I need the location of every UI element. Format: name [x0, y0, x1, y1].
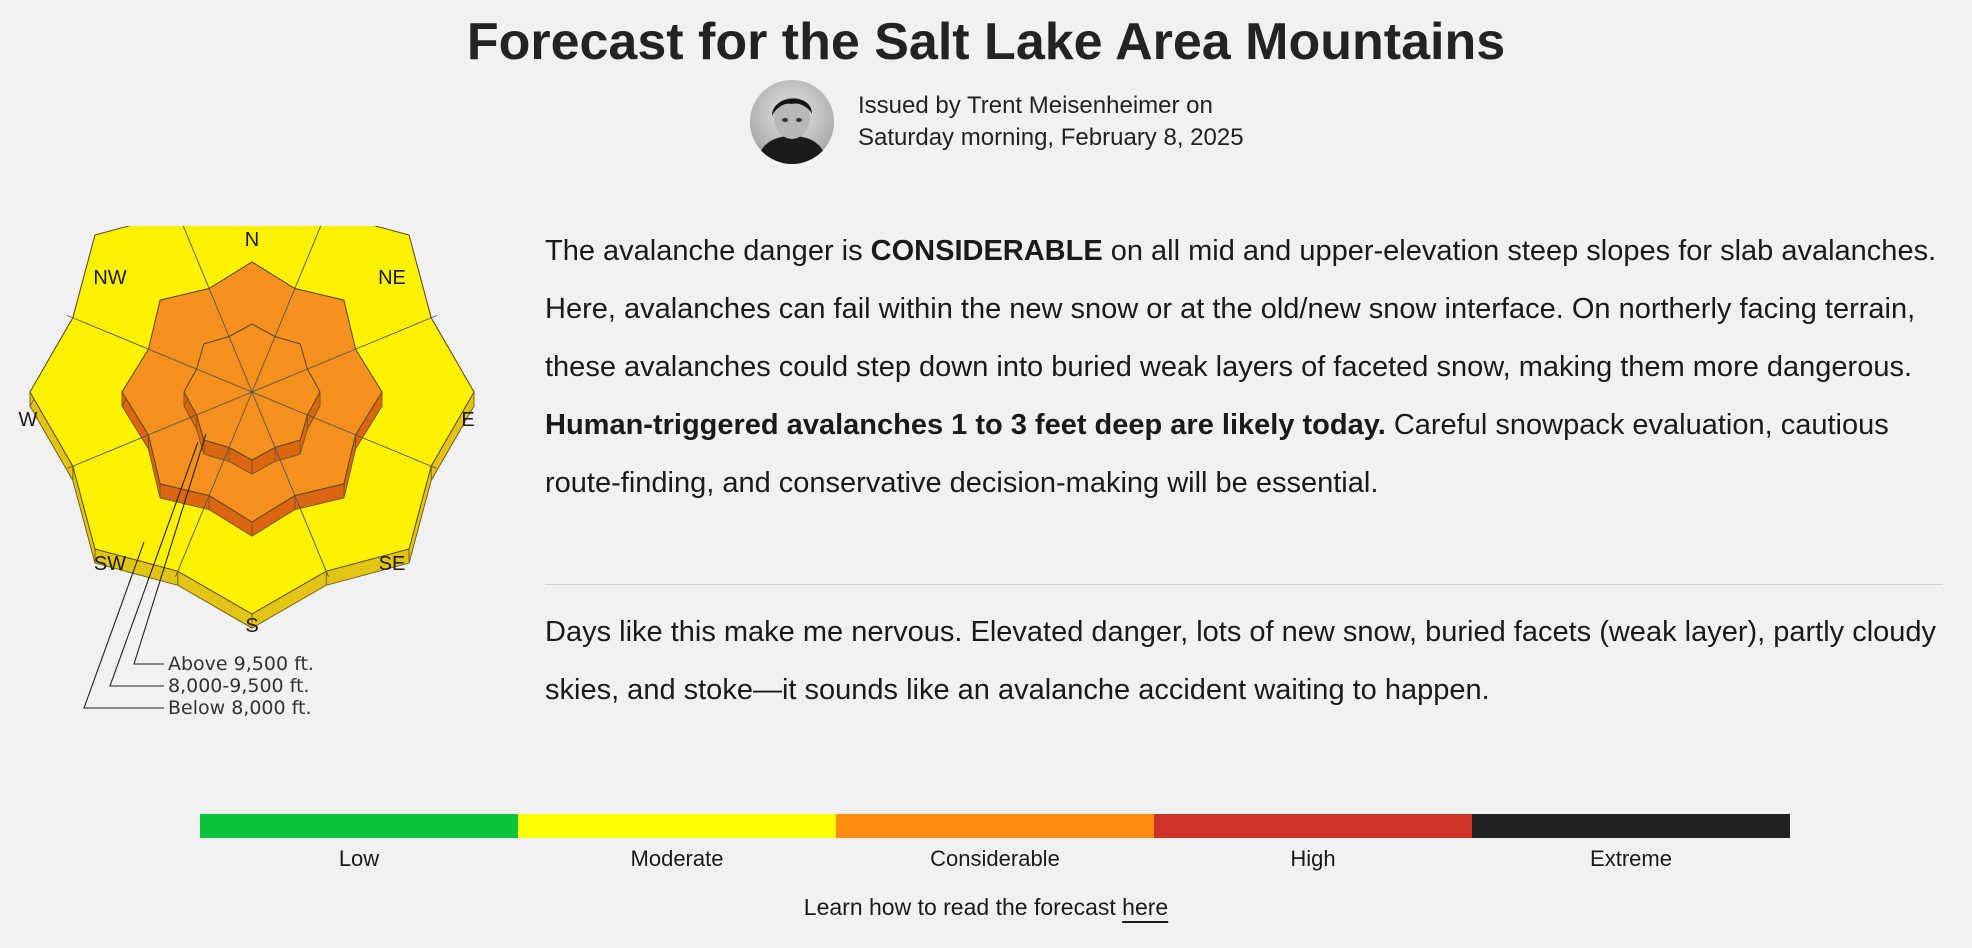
scale-bar [836, 814, 1154, 838]
scale-label: Considerable [930, 846, 1060, 871]
danger-rose [14, 226, 484, 726]
legend-label-middle: 8,000-9,500 ft. [168, 675, 310, 697]
learn-more [0, 894, 1972, 921]
direction-label-s: S [245, 615, 259, 637]
scale-level-low [200, 814, 518, 872]
direction-label-w: W [18, 409, 38, 431]
issued-date: Saturday morning, February 8, 2025 [858, 124, 1244, 151]
scale-bar [518, 814, 836, 838]
scale-bar [1472, 814, 1790, 838]
direction-label-e: E [461, 409, 475, 431]
bottom-line-summary [545, 222, 1945, 512]
scale-bar [200, 814, 518, 838]
direction-label-n: N [244, 229, 260, 251]
scale-bar [1154, 814, 1472, 838]
divider [545, 584, 1943, 585]
scale-level-moderate [518, 814, 836, 872]
scale-level-high [1154, 814, 1472, 872]
summary-text-1: The avalanche danger is [545, 235, 871, 267]
scale-label: High [1290, 846, 1336, 871]
direction-label-sw: SW [93, 553, 127, 575]
summary-text-2: on all mid and upper-elevation steep slopes for slab avalanches. Here, avalanches can fail within the new snow or at the old/new snow interface. On northerly facing terrain, these avalanches could step down into buried weak layers of faceted snow, making them more dangerous. [545, 235, 1937, 383]
issuer-block [750, 80, 1244, 164]
learn-link[interactable]: here [1122, 894, 1169, 920]
direction-label-nw: NW [93, 267, 127, 289]
summary-text-3: Careful snowpack evaluation, cautious route-finding, and conservative decision-making will be essential. [545, 409, 1889, 499]
scale-level-considerable [836, 814, 1154, 872]
page-title: Forecast for the Salt Lake Area Mountains [466, 13, 1506, 71]
direction-label-ne: NE [378, 267, 406, 289]
rose-upper-elevation [184, 324, 320, 474]
forecaster-discussion: Days like this make me nervous. Elevated danger, lots of new snow, buried facets (weak layer), partly cloudy skies, and stoke—it sounds like an avalanche accident waiting to happen. [545, 616, 1937, 706]
direction-label-se: SE [378, 553, 406, 575]
issued-by: Issued by Trent Meisenheimer on [858, 92, 1213, 119]
scale-label: Moderate [630, 846, 724, 871]
scale-label: Low [338, 846, 380, 871]
scale-label: Extreme [1590, 846, 1672, 871]
summary-emphasis: Human-triggered avalanches 1 to 3 feet deep are likely today. [545, 409, 1386, 441]
legend-label-upper: Above 9,500 ft. [168, 653, 314, 675]
learn-text: Learn how to read the forecast [803, 894, 1123, 920]
forecaster-avatar [750, 80, 834, 164]
issued-text [858, 90, 1244, 154]
legend-label-lower: Below 8,000 ft. [168, 697, 312, 719]
danger-scale [200, 814, 1790, 872]
danger-level-emphasis: CONSIDERABLE [870, 235, 1103, 267]
scale-level-extreme [1472, 814, 1790, 872]
